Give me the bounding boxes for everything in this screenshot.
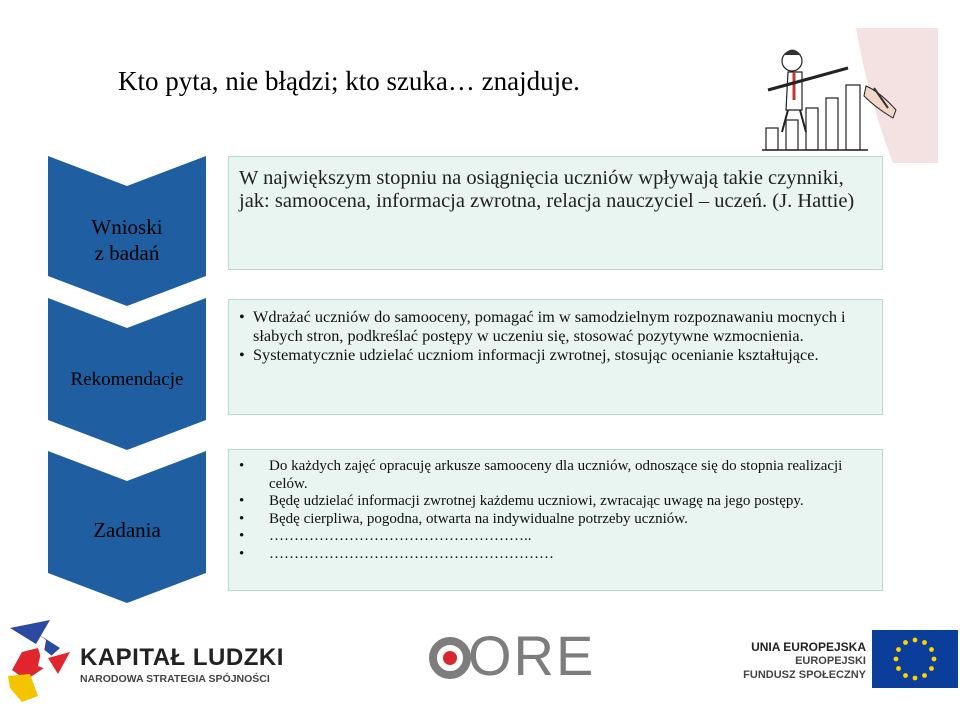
man-drawing-chart-illustration	[748, 28, 938, 163]
chevron-zadania	[48, 451, 206, 603]
bullet-icon: •	[239, 458, 245, 474]
recommendations-box	[228, 299, 883, 415]
list-item: • Będę cierpliwa, pogodna, otwarta na indywidualne potrzeby uczniów.	[239, 510, 688, 527]
wnioski-label-line1: Wnioski	[91, 215, 163, 239]
bullet-icon: •	[239, 493, 245, 509]
bullet-icon: •	[239, 528, 245, 544]
bullet-icon: •	[239, 510, 245, 527]
eu-subtitle-line2: FUNDUSZ SPOŁECZNY	[743, 669, 866, 681]
bullet-icon: •	[239, 345, 245, 364]
chevron-wnioski-z-badan	[48, 156, 206, 306]
wnioski-label-line2: z badań	[94, 241, 160, 265]
bullet-icon: •	[239, 307, 245, 326]
recommendations-list	[239, 307, 874, 364]
ore-logo-icon	[428, 632, 472, 684]
eu-flag-icon	[872, 630, 958, 688]
findings-box	[228, 156, 883, 270]
tasks-box	[228, 449, 883, 591]
findings-text: W największym stopniu na osiągnięcia uczniów wpływają takie czynniki, jak: samoocena, informacja zwrotna, relacja nauczyciel – uczeń. (J. Hattie)	[239, 167, 855, 212]
eu-subtitle-line1: EUROPEJSKI	[795, 655, 866, 667]
chevron-rekomendacje	[48, 298, 206, 450]
list-item: • …………………………………………………	[239, 545, 554, 562]
kapital-ludzki-title: KAPITAŁ LUDZKI	[80, 644, 284, 671]
rekomendacje-label: Rekomendacje	[70, 369, 184, 390]
ore-logo-text: ORE	[468, 624, 596, 687]
footer-logos	[0, 612, 960, 708]
kapital-ludzki-subtitle: NARODOWA STRATEGIA SPÓJNOŚCI	[80, 673, 270, 685]
list-item: • Będę udzielać informacji zwrotnej każdemu uczniowi, zwracając uwagę na jego postępy.	[239, 493, 804, 509]
bullet-icon: •	[239, 545, 245, 562]
list-item: • Wdrażać uczniów do samooceny, pomagać im w samodzielnym rozpoznawaniu mocnych i słabych stron, podkreślać postępy w uczeniu się, stosować pozytywne wzmocnienia.	[239, 307, 846, 345]
list-item: • Systematycznie udzielać uczniom informacji zwrotnej, stosując ocenianie kształtujące.	[239, 345, 819, 364]
eu-title: UNIA EUROPEJSKA	[751, 640, 866, 654]
tasks-list	[237, 458, 874, 563]
slide-title: Kto pyta, nie błądzi; kto szuka… znajduje.	[118, 66, 580, 96]
list-item: • ……………………………………………..	[239, 528, 532, 544]
kapital-ludzki-star-icon	[8, 618, 72, 702]
zadania-label: Zadania	[93, 518, 161, 542]
list-item: • Do każdych zajęć opracuję arkusze samooceny dla uczniów, odnoszące się do stopnia realizacji celów.	[239, 458, 843, 492]
